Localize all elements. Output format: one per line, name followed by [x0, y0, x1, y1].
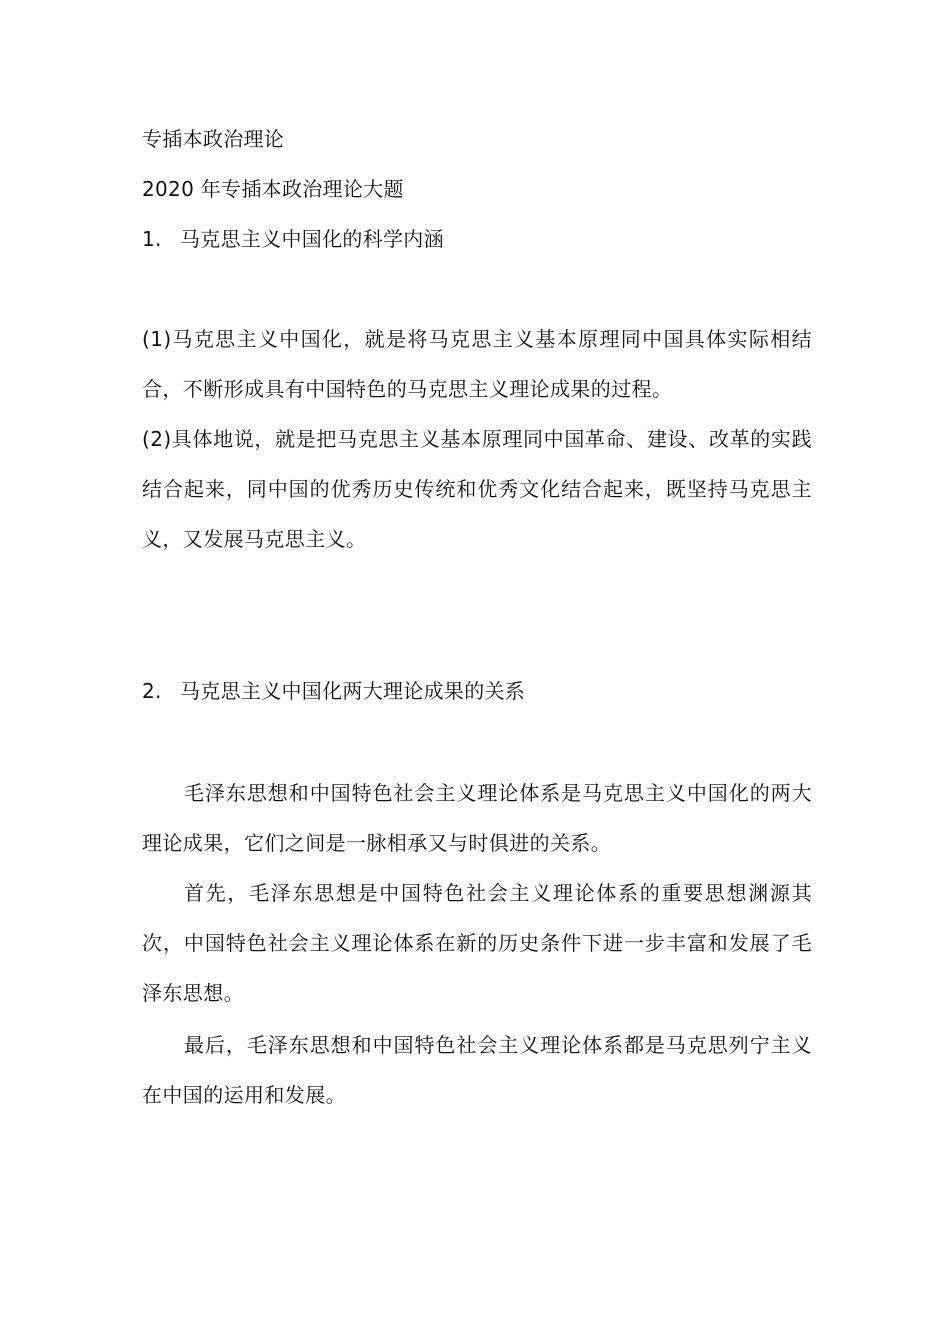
question-title: 马克思主义中国化两大理论成果的关系 — [180, 679, 526, 703]
question-1-heading — [142, 214, 812, 264]
question-2-paragraph-2: 首先，毛泽东思想是中国特色社会主义理论体系的重要思想渊源其次，中国特色社会主义理论体系在新的历史条件下进一步丰富和发展了毛泽东思想。 — [142, 881, 812, 1005]
question-2-heading — [142, 666, 812, 716]
question-1-paragraph-2: (2)具体地说，就是把马克思主义基本原理同中国革命、建设、改革的实践结合起来，同中国的优秀历史传统和优秀文化结合起来，既坚持马克思主义，又发展马克思主义。 — [142, 427, 812, 551]
question-title: 马克思主义中国化的科学内涵 — [180, 227, 444, 251]
document-subtitle: 2020 年专插本政治理论大题 — [142, 177, 404, 201]
question-number: 1. — [142, 227, 162, 251]
document-title: 专插本政治理论 — [142, 127, 285, 151]
spacer — [142, 564, 812, 666]
document-content — [142, 114, 812, 1120]
question-number: 2. — [142, 679, 162, 703]
spacer — [142, 264, 812, 314]
question-2-paragraph-1: 毛泽东思想和中国特色社会主义理论体系是马克思主义中国化的两大理论成果，它们之间是一脉相承又与时俱进的关系。 — [142, 781, 812, 855]
question-2-paragraph-3: 最后，毛泽东思想和中国特色社会主义理论体系都是马克思列宁主义在中国的运用和发展。 — [142, 1033, 812, 1107]
spacer — [142, 716, 812, 768]
question-1-paragraph-1: (1)马克思主义中国化，就是将马克思主义基本原理同中国具体实际相结合，不断形成具有中国特色的马克思主义理论成果的过程。 — [142, 327, 812, 401]
